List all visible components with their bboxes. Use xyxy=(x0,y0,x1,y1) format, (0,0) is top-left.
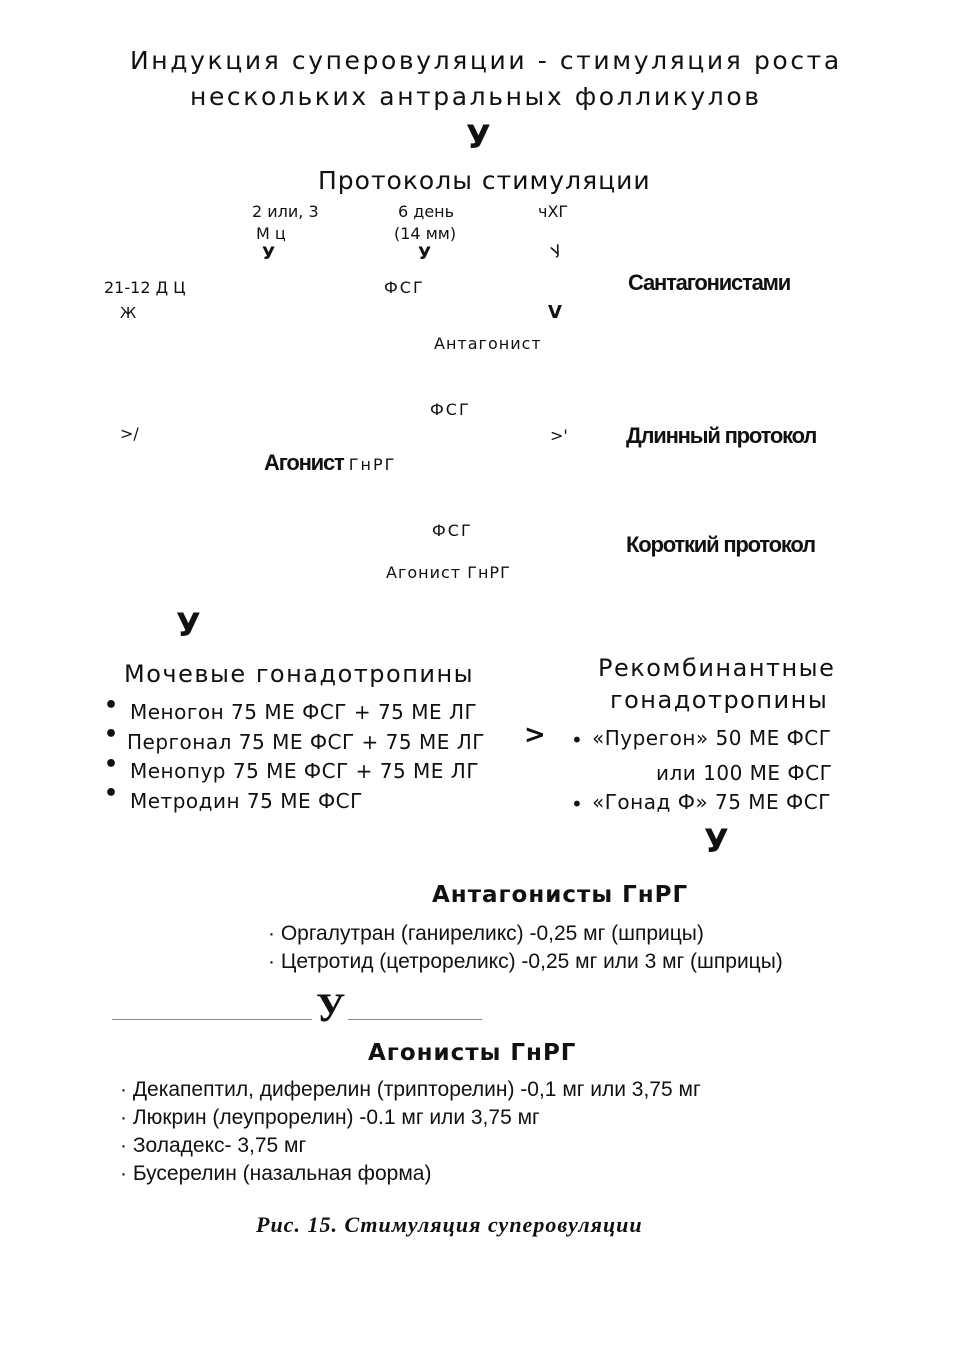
header-line-2: нескольких антральных фолликулов xyxy=(190,82,762,111)
start-marker-icon: Ж xyxy=(120,304,137,322)
greater-than-sign: > xyxy=(524,720,546,750)
urinary-item: Менопур 75 МЕ ФСГ + 75 МЕ ЛГ xyxy=(130,759,480,783)
long-bracket-right-icon: >' xyxy=(550,426,568,445)
short-protocol-agonist: Агонист ГнРГ xyxy=(386,563,511,582)
agonists-arrow-icon: У xyxy=(316,985,346,1030)
long-protocol-agonist xyxy=(264,450,396,476)
cycle-day-label: 21-12 Д Ц xyxy=(104,278,186,297)
day2-sub: М ц xyxy=(256,224,286,243)
bullet-icon: • xyxy=(571,728,583,752)
urinary-item: Пергонал 75 МЕ ФСГ + 75 МЕ ЛГ xyxy=(127,730,485,754)
agonist-item: · Люкрин (леупрорелин) -0.1 мг или 3,75 мг xyxy=(120,1106,540,1129)
day2-label: 2 или, 3 xyxy=(252,202,319,221)
day2-arrow-icon: У xyxy=(262,244,276,264)
v-arrow-icon: V xyxy=(548,302,562,323)
recombinant-title-line-2: гонадотропины xyxy=(610,686,829,714)
recombinant-item-1-cont: или 100 МЕ ФСГ xyxy=(656,761,833,785)
bullet-icon: • xyxy=(104,752,119,777)
agonist-item: · Декапептил, диферелин (трипторелин) -0,1 мг или 3,75 мг xyxy=(120,1078,701,1101)
header-line-1: Индукция суперовуляции - стимуляция роста xyxy=(130,46,842,75)
day6-label: 6 день xyxy=(398,202,455,221)
urinary-item: Меногон 75 МЕ ФСГ + 75 МЕ ЛГ xyxy=(130,700,478,724)
urinary-item: Метродин 75 МЕ ФСГ xyxy=(130,789,363,813)
antagonist-drug-label: Антагонист xyxy=(434,334,542,353)
urinary-arrow-icon: У xyxy=(176,606,201,644)
antagonists-arrow-icon: У xyxy=(704,822,729,860)
day6-arrow-icon: У xyxy=(418,244,432,264)
antagonist-item: · Оргалутран (ганиреликс) -0,25 мг (шприцы) xyxy=(268,922,704,945)
long-bracket-left-icon: >/ xyxy=(120,424,139,443)
short-protocol-fsh: ФСГ xyxy=(432,521,473,540)
divider-right xyxy=(348,1019,482,1020)
hcg-arrow-icon: У xyxy=(548,240,566,263)
down-arrow-icon: У xyxy=(466,118,491,156)
bullet-icon: • xyxy=(104,693,119,718)
long-agonist-rest: ГнРГ xyxy=(348,455,397,474)
agonist-item: · Бусерелин (назальная форма) xyxy=(120,1162,432,1185)
urinary-title: Мочевые гонадотропины xyxy=(124,660,475,688)
hcg-label: чХГ xyxy=(538,202,569,221)
agonist-item: · Золадекс- 3,75 мг xyxy=(120,1134,307,1157)
day6-sub: (14 мм) xyxy=(394,224,457,243)
recombinant-item-2: «Гонад Ф» 75 МЕ ФСГ xyxy=(592,790,831,814)
antagonist-item: · Цетротид (цетрореликс) -0,25 мг или 3 мг (шприцы) xyxy=(268,950,783,973)
long-protocol-fsh: ФСГ xyxy=(430,400,471,419)
bullet-icon: • xyxy=(104,722,119,747)
short-protocol-name: Короткий протокол xyxy=(626,532,815,557)
antagonist-protocol-name: Сантагонистами xyxy=(628,270,791,295)
divider-left xyxy=(112,1019,312,1020)
long-agonist-bold: Агонист xyxy=(264,450,344,475)
antagonist-protocol-fsh: ФСГ xyxy=(384,278,425,297)
protocols-title: Протоколы стимуляции xyxy=(318,166,651,195)
long-protocol-name: Длинный протокол xyxy=(626,423,817,448)
recombinant-title-line-1: Рекомбинантные xyxy=(598,654,836,682)
bullet-icon: • xyxy=(571,792,583,816)
agonists-title: Агонисты ГнРГ xyxy=(368,1040,577,1066)
bullet-icon: • xyxy=(104,781,119,806)
recombinant-item-1: «Пурегон» 50 МЕ ФСГ xyxy=(592,726,832,750)
figure-caption: Рис. 15. Стимуляция суперовуляции xyxy=(256,1212,643,1237)
antagonists-title: Антагонисты ГнРГ xyxy=(432,882,689,908)
